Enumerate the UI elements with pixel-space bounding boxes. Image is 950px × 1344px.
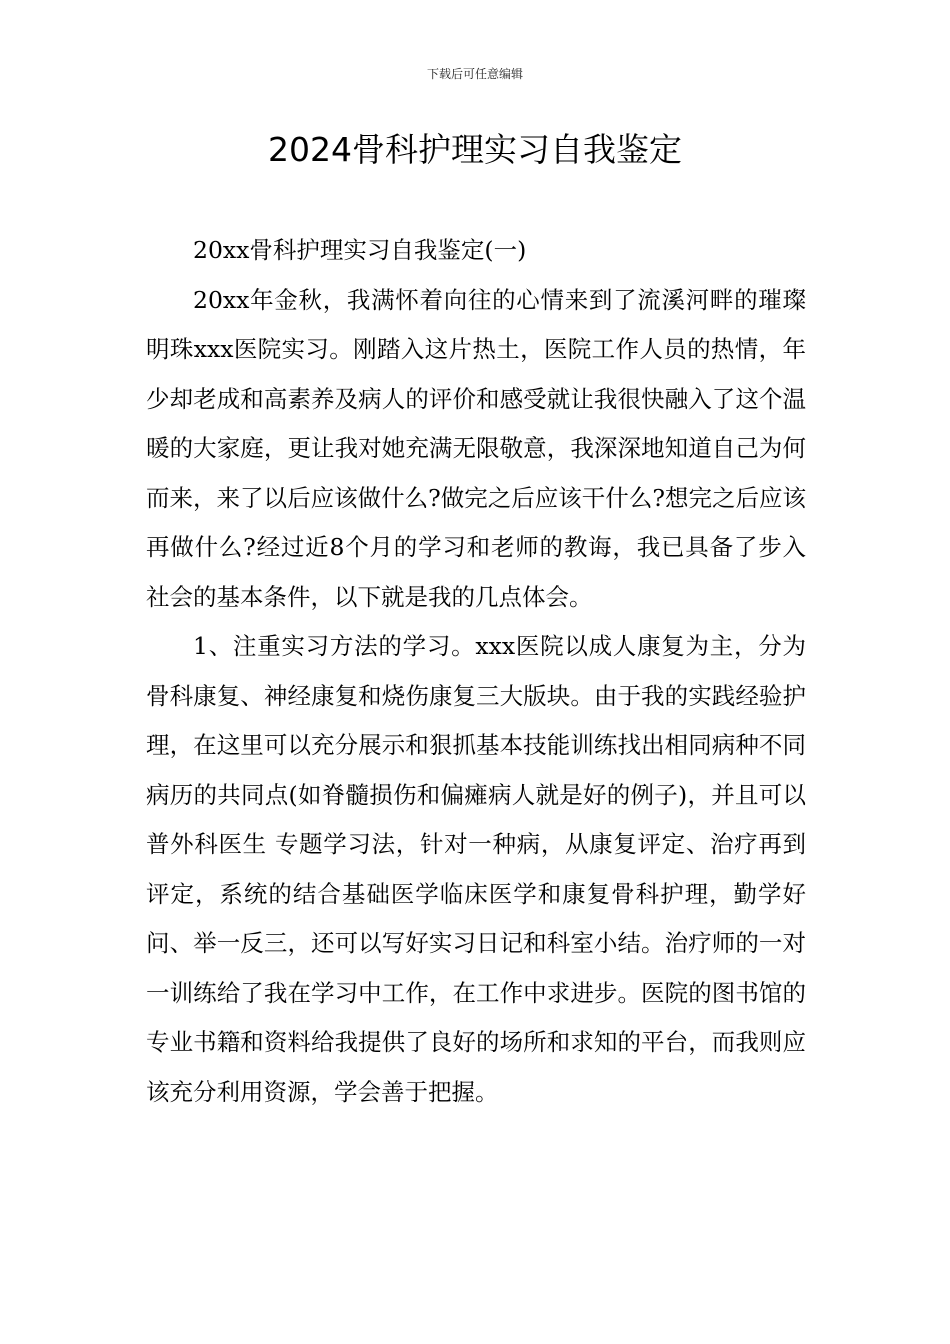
section-heading: 20xx骨科护理实习自我鉴定(一) xyxy=(193,236,527,264)
paragraph-intro: 20xx年金秋，我满怀着向往的心情来到了流溪河畔的璀璨明珠xxx医院实习。刚踏入这片热土，医院工作人员的热情，年少却老成和高素养及病人的评价和感受就让我很快融入了这个温暖的大家庭，更让我对她充满无限敬意，我深深地知道自己为何而来，来了以后应该做什么?做完之后应该干什么?想完之后应该再做什么?经过近8个月的学习和老师的教诲，我已具备了步入社会的基本条件，以下就是我的几点体会。 xyxy=(146,285,806,611)
document-title: 2024骨科护理实习自我鉴定 xyxy=(268,130,682,169)
page-header-note: 下载后可任意编辑 xyxy=(426,67,523,81)
paragraph-point-1: 1、注重实习方法的学习。xxx医院以成人康复为主，分为骨科康复、神经康复和烧伤康复三大版块。由于我的实践经验护理，在这里可以充分展示和狠抓基本技能训练找出相同病种不同病历的共同点(如脊髓损伤和偏瘫病人就是好的例子)，并且可以普外科医生 专题学习法，针对一种病，从康复评定、治疗再到评定，系统的结合基础医学临床医学和康复骨科护理，勤学好问、举一反三，还可以写好实习日记和科室小结。治疗师的一对一训练给了我在学习中工作，在工作中求进步。医院的图书馆的专业书籍和资料给我提供了良好的场所和求知的平台，而我则应该充分利用资源，学会善于把握。 xyxy=(146,632,806,1106)
document-body xyxy=(146,226,806,1117)
